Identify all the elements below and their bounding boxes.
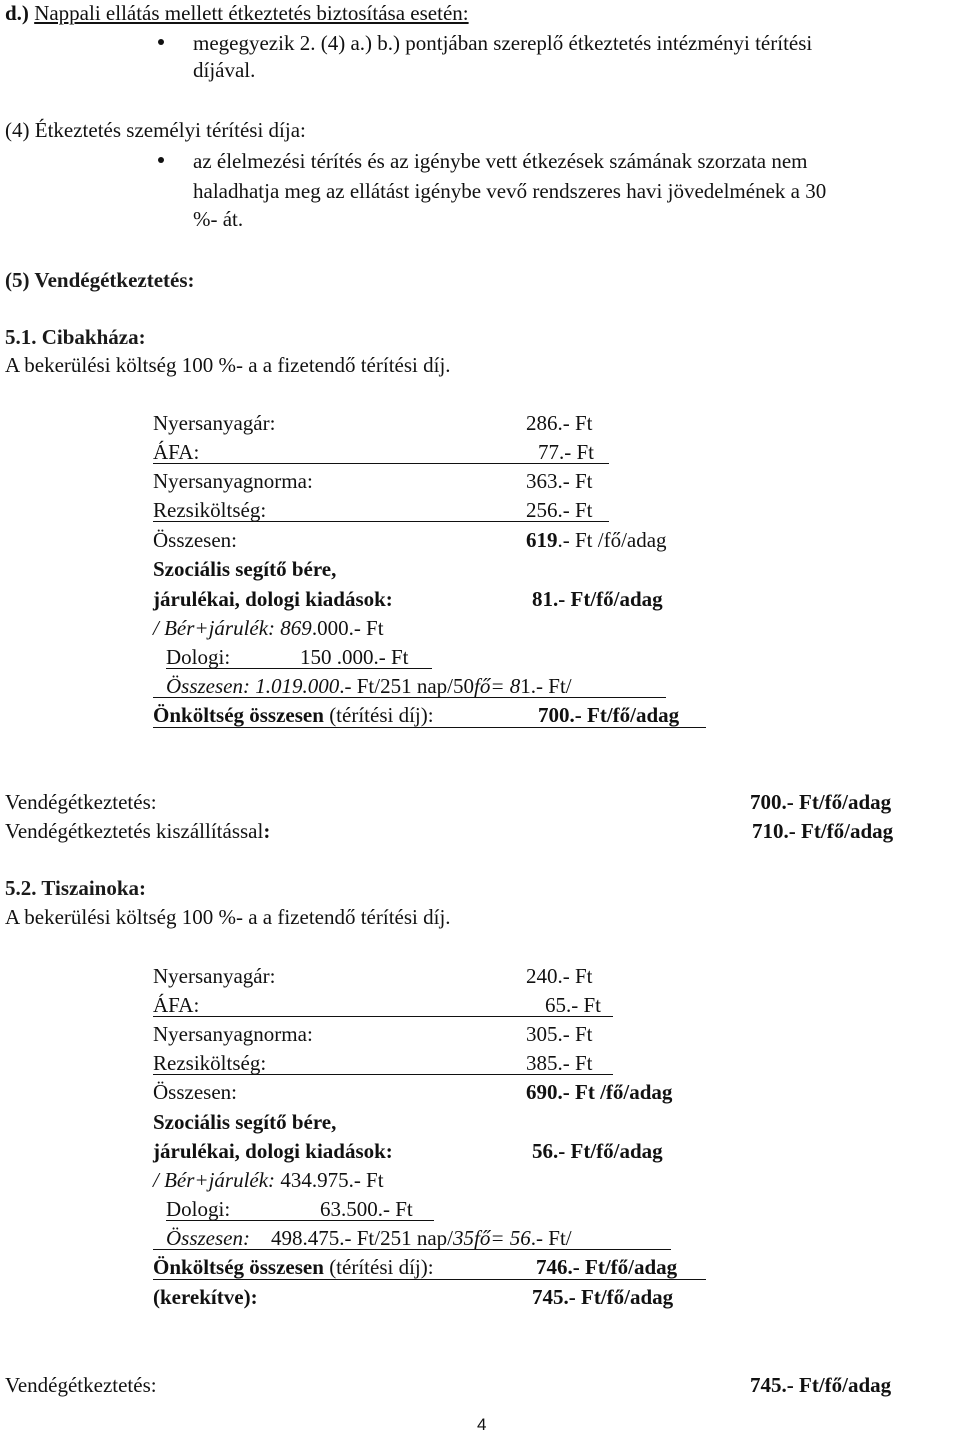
bullet-icon [158, 39, 164, 45]
s51-intro: A bekerülési költség 100 %- a a fizetendő térítési díj. [5, 353, 451, 377]
s52-row-value: 65.- Ft [545, 993, 602, 1017]
s52-social-label-line1: Szociális segítő bére, [153, 1110, 337, 1134]
section-d-title: Nappali ellátás mellett étkeztetés biztosítása esetén: [34, 1, 469, 25]
divider [153, 1074, 613, 1075]
s51-social-label-line1: Szociális segítő bére, [153, 557, 337, 581]
section-d-prefix: d.) [5, 1, 29, 25]
s51-selfcost-line [153, 705, 434, 726]
s51-ber-label: / Bér+járulék: 869 [153, 616, 312, 640]
s51-total-label: Összesen: [153, 528, 237, 552]
bullet-icon [158, 157, 164, 163]
summary1-value1: 700.- Ft/fő/adag [750, 790, 892, 814]
divider [166, 668, 432, 669]
s51-row-label: ÁFA: [153, 440, 200, 464]
s52-calc-result: .- Ft/ [530, 1226, 572, 1250]
s52-ber-value: 434.975.- Ft [280, 1168, 384, 1192]
section-d-heading [5, 3, 469, 24]
s51-row-value: 256.- Ft [526, 498, 593, 522]
divider [153, 1279, 706, 1280]
s52-total-label: Összesen: [153, 1080, 237, 1104]
s51-dologi-value: 150 .000.- Ft [300, 645, 409, 669]
divider [153, 697, 666, 698]
summary1-colon2: : [263, 819, 271, 843]
summary1-label1: Vendégétkeztetés: [5, 790, 157, 814]
divider [153, 727, 706, 728]
s51-dologi-label: Dologi: [166, 645, 231, 669]
s52-row-label: Rezsiköltség: [153, 1051, 267, 1075]
s51-calc-line [166, 676, 572, 697]
s52-dologi-value: 63.500.- Ft [320, 1197, 413, 1221]
s52-row-value: 385.- Ft [526, 1051, 593, 1075]
s52-calc-total: Összesen: [166, 1226, 250, 1250]
s52-row-value: 240.- Ft [526, 964, 593, 988]
s52-row-value: 305.- Ft [526, 1022, 593, 1046]
divider [166, 1220, 434, 1221]
summary1-value2: 710.- Ft/fő/adag [752, 819, 894, 843]
s52-ber-line [153, 1170, 384, 1191]
page-number: 4 [477, 1415, 487, 1434]
s51-selfcost-value: 700.- Ft/fő/adag [538, 703, 680, 727]
summary1-label2-line [5, 821, 270, 842]
s51-total-number: 619 [526, 528, 558, 552]
divider [153, 1016, 613, 1017]
s51-row-value: 286.- Ft [526, 411, 593, 435]
s52-selfcost-value: 746.- Ft/fő/adag [536, 1255, 678, 1279]
s51-social-label-line2: járulékai, dologi kiadások: [153, 587, 393, 611]
s52-rounded-label: (kerekítve): [153, 1285, 258, 1309]
summary2-label: Vendégétkeztetés: [5, 1373, 157, 1397]
s51-row-value: 77.- Ft [538, 440, 595, 464]
summary1-label2: Vendégétkeztetés kiszállítással [5, 819, 264, 843]
section-4-bullet-line2: haladhatja meg az ellátást igénybe vevő rendszeres havi jövedelmének a 30 [193, 179, 827, 203]
s52-total-value: 690.- Ft /fő/adag [526, 1080, 673, 1104]
s51-selfcost-note: (térítési díj): [323, 703, 434, 727]
s52-calc-persons: 35fő= 56 [453, 1226, 531, 1250]
s52-row-label: Nyersanyagár: [153, 964, 276, 988]
section-4-heading: (4) Étkeztetés személyi térítési díja: [5, 118, 306, 142]
s52-selfcost-line [153, 1257, 434, 1278]
s52-intro: A bekerülési költség 100 %- a a fizetendő térítési díj. [5, 905, 451, 929]
summary2-value: 745.- Ft/fő/adag [750, 1373, 892, 1397]
s51-calc-days: .- Ft/251 nap/50 [339, 674, 474, 698]
s51-total-unit: .- Ft /fő/adag [557, 528, 667, 552]
s52-social-label-line2: járulékai, dologi kiadások: [153, 1139, 393, 1163]
s51-calc-total: Összesen: 1.019.000 [166, 674, 340, 698]
s51-calc-result: 1.- Ft/ [520, 674, 572, 698]
section-d-bullet-line1: megegyezik 2. (4) a.) b.) pontjában szereplő étkeztetés intézményi térítési [193, 31, 813, 55]
s51-selfcost-label: Önköltség összesen [153, 703, 324, 727]
s52-rounded-value: 745.- Ft/fő/adag [532, 1285, 674, 1309]
s52-calc-line [166, 1228, 572, 1249]
s52-ber-label: / Bér+járulék: [153, 1168, 276, 1192]
s51-ber-line [153, 618, 384, 639]
divider [153, 1249, 671, 1250]
divider [153, 463, 609, 464]
s51-row-value: 363.- Ft [526, 469, 593, 493]
s51-row-label: Nyersanyagár: [153, 411, 276, 435]
s51-ber-value: .000.- Ft [311, 616, 384, 640]
s52-row-label: ÁFA: [153, 993, 200, 1017]
s51-heading: 5.1. Cibakháza: [5, 325, 146, 349]
s51-row-label: Nyersanyagnorma: [153, 469, 313, 493]
s51-total-value [526, 530, 667, 551]
s52-social-value: 56.- Ft/fő/adag [532, 1139, 663, 1163]
s52-calc-days: 498.475.- Ft/251 nap/ [271, 1226, 453, 1250]
s52-selfcost-label: Önköltség összesen [153, 1255, 324, 1279]
s52-dologi-label: Dologi: [166, 1197, 231, 1221]
s52-row-label: Nyersanyagnorma: [153, 1022, 313, 1046]
section-d-bullet-line2: díjával. [193, 58, 256, 82]
s52-heading: 5.2. Tiszainoka: [5, 876, 147, 900]
s51-row-label: Rezsiköltség: [153, 498, 267, 522]
s51-social-value: 81.- Ft/fő/adag [532, 587, 663, 611]
section-4-bullet-line1: az élelmezési térítés és az igénybe vett étkezések számának szorzata nem [193, 149, 808, 173]
divider [153, 521, 609, 522]
section-5-heading: (5) Vendégétkeztetés: [5, 268, 195, 292]
s52-selfcost-note: (térítési díj): [323, 1255, 434, 1279]
s51-calc-persons: fő= 8 [474, 674, 521, 698]
section-4-bullet-line3: %- át. [193, 207, 244, 231]
